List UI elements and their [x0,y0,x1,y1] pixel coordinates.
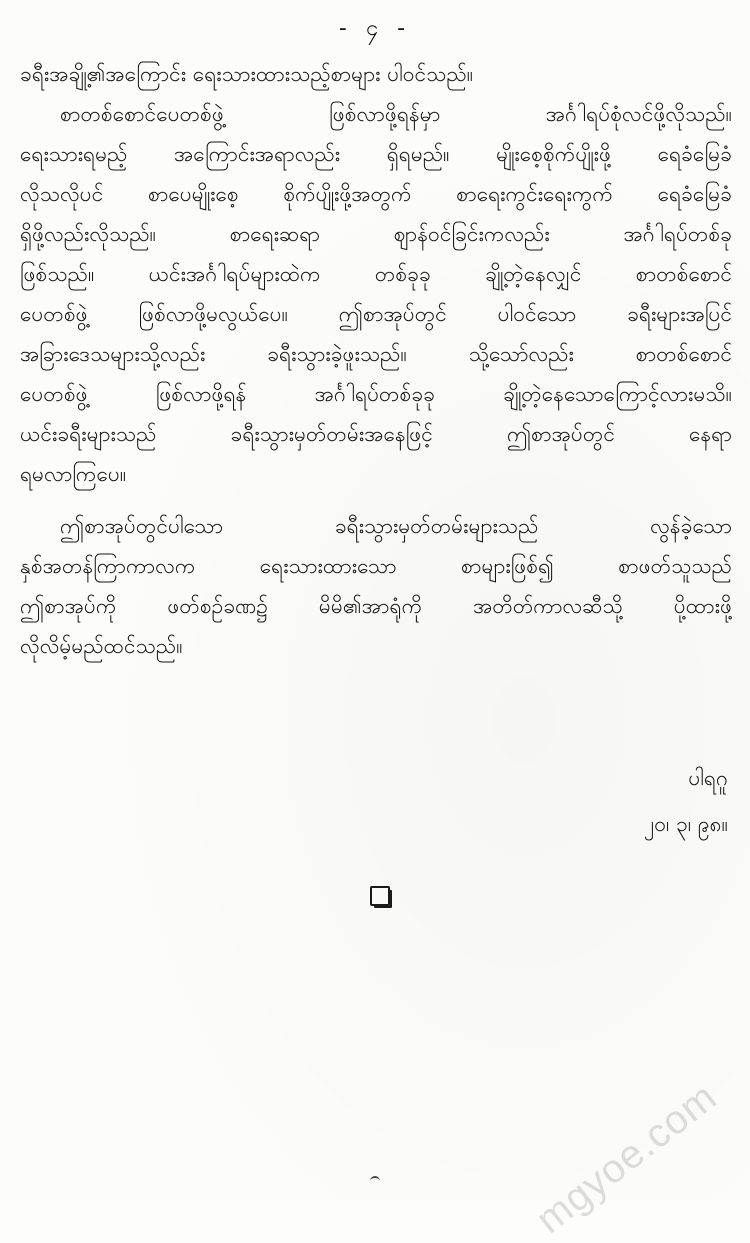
author-signature: ပါရဂူ [688,766,728,790]
signature-date: ၂၀၊ ၃၊ ၉၈။ [643,812,728,836]
paragraph-2-line-6: ပေတစ်ဖွဲ့ ဖြစ်လာဖို့မလွယ်ပေ။ ဤစာအုပ်တွင် ပါဝင်သော ခရီးများအပြင် [20,302,732,326]
page-bottom-mark-icon [370,1176,380,1184]
paragraph-3-line-2: နှစ်အတန်ကြာကာလက ရေးသားထားသော စာများဖြစ်၍ စာဖတ်သူသည် [20,554,732,578]
paragraph-1-line-1: ခရီးအချို့၏အကြောင်း ရေးသားထားသည့်စာများ ပါဝင်သည်။ [20,62,474,86]
paragraph-3-line-3: ဤစာအုပ်ကို ဖတ်စဉ်ခဏ၌ မိမိ၏အာရုံကို အတိတ်ကာလဆီသို့ ပို့ထားဖို့ [20,594,732,618]
end-of-text-mark-icon [370,886,390,906]
body-text [20,54,732,666]
paragraph-2-line-3: လိုသလိုပင် စာပေမျိုးစေ့ စိုက်ပျိုးဖို့အတွက် စာရေးကွင်းရေးကွက် ရေခံမြေခံ [20,182,732,206]
paragraph-2-line-7: အခြားဒေသများသို့လည်း ခရီးသွားခဲ့ဖူးသည်။ သို့သော်လည်း စာတစ်စောင် [20,342,732,366]
signature-block [528,758,728,844]
paragraph-2-line-5: ဖြစ်သည်။ ယင်းအင်္ဂါရပ်များထဲက တစ်ခုခု ချို့တဲ့နေလျှင် စာတစ်စောင် [20,262,732,286]
paragraph-2-line-2: ရေးသားရမည့် အကြောင်းအရာလည်း ရှိရမည်။ မျိုးစေ့စိုက်ပျိုးဖို့ ရေခံမြေခံ [20,142,732,166]
paragraph-2-line-9: ယင်းခရီးများသည် ခရီးသွားမှတ်တမ်းအနေဖြင့် ဤစာအုပ်တွင် နေရာ [20,422,732,446]
paragraph-2-line-10: ရမလာကြပေ။ [20,462,127,486]
paragraph-gap [20,494,732,506]
paragraph-2-line-1: စာတစ်စောင်ပေတစ်ဖွဲ့ ဖြစ်လာဖို့ရန်မှာ အင်္ဂါရပ်စုံလင်ဖို့လိုသည်။ [60,102,732,126]
paragraph-2-line-4: ရှိဖို့လည်းလိုသည်။ စာရေးဆရာ ဈာန်ဝင်ခြင်းကလည်း အင်္ဂါရပ်တစ်ခု [20,222,732,246]
site-watermark: mgyoe.com [528,1074,726,1243]
paragraph-3-line-4: လိုလိမ့်မည်ထင်သည်။ [20,634,183,658]
page-number: - ၄ - [338,16,412,41]
paragraph-3-line-1: ဤစာအုပ်တွင်ပါသော ခရီးသွားမှတ်တမ်းများသည် လွန်ခဲ့သော [60,514,732,538]
paragraph-2-line-8: ပေတစ်ဖွဲ့ ဖြစ်လာဖို့ရန် အင်္ဂါရပ်တစ်ခုခု ချို့တဲ့နေသောကြောင့်လားမသိ။ [20,382,732,406]
